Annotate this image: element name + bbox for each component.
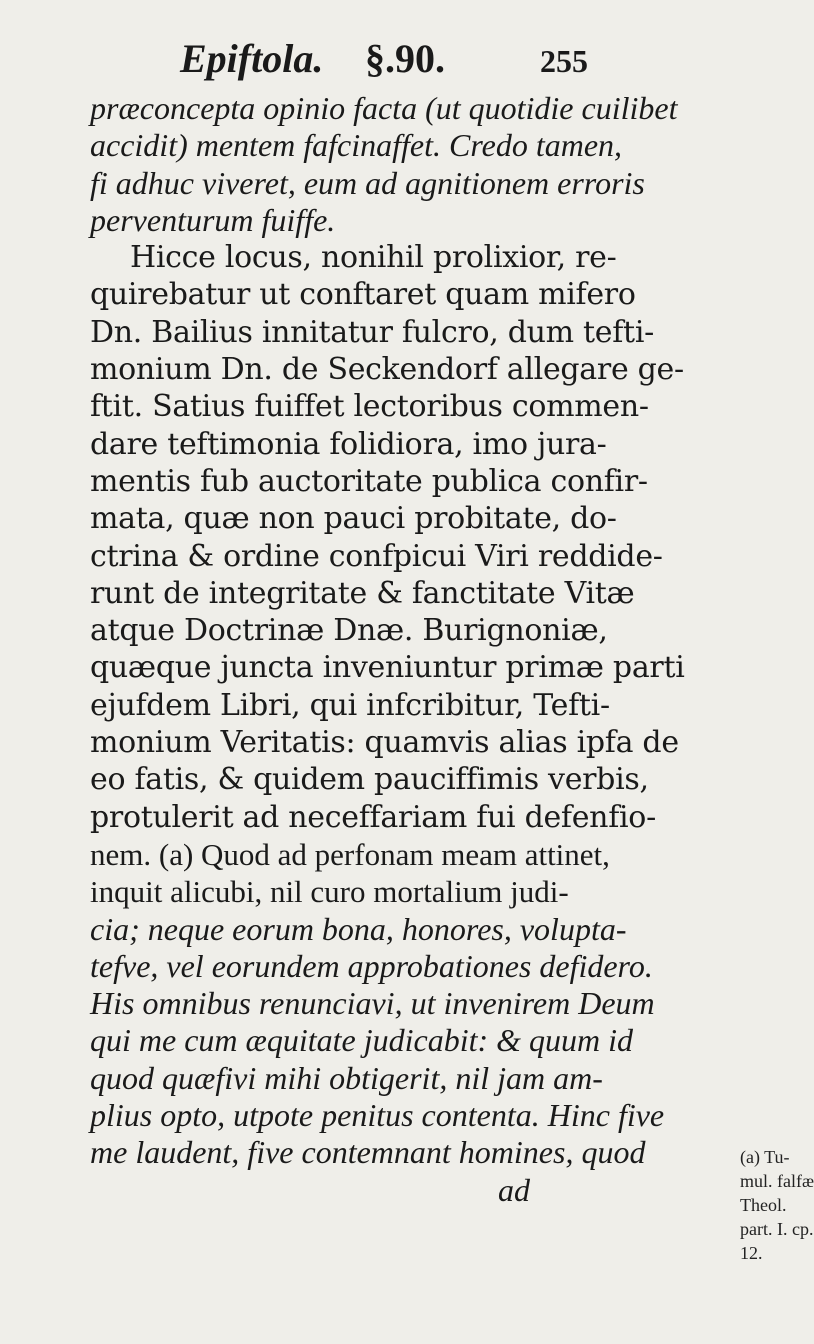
text-line: mata, quæ non pauci probitate, do-: [90, 501, 617, 537]
marginal-line: 12.: [740, 1243, 763, 1263]
text-line: me laudent, five contemnant homines, quod: [90, 1134, 646, 1171]
text-line: inquit alicubi, nil curo mortalium judi-: [90, 874, 569, 910]
text-line: quod quæfivi mihi obtigerit, nil jam am-: [90, 1059, 603, 1096]
text-line: cia; neque eorum bona, honores, volupta-: [90, 910, 627, 947]
text-line: ejufdem Libri, qui infcribitur, Tefti-: [90, 687, 610, 723]
running-header: [180, 34, 620, 84]
text-line: tefve, vel eorundem approbationes defidero.: [90, 947, 653, 984]
text-line: dare teftimonia folidiora, imo jura-: [90, 426, 607, 462]
marginal-line: mul. falfæ: [740, 1171, 814, 1191]
text-line: ctrina & ordine confpicui Viri reddide-: [90, 538, 663, 574]
text-line: runt de integritate & fanctitate Vitæ: [90, 575, 635, 611]
text-line: protulerit ad neceffariam fui defenfio-: [90, 799, 656, 835]
text-line: quæque juncta inveniuntur primæ parti: [90, 650, 685, 686]
catchword: ad: [498, 1171, 530, 1208]
text-line: ftit. Satius fuiffet lectoribus commen-: [90, 389, 649, 425]
text-line: His omnibus renunciavi, ut invenirem Deum: [90, 985, 655, 1022]
marginal-line: Theol.: [740, 1195, 787, 1215]
header-section: §.90.: [365, 36, 445, 81]
text-line: atque Doctrinæ Dnæ. Burignoniæ,: [90, 613, 608, 649]
text-line: plius opto, utpote penitus contenta. Hinc five: [90, 1097, 665, 1134]
text-line: monium Dn. de Seckendorf allegare ge-: [90, 352, 684, 388]
text-line: accidit) mentem fafcinaffet. Credo tamen,: [90, 127, 623, 164]
marginal-line: (a) Tu-: [740, 1147, 790, 1167]
text-line: Hicce locus, nonihil prolixior, re-: [130, 240, 617, 276]
main-text: [90, 90, 730, 1209]
marginal-line: part. I. cp.: [740, 1219, 814, 1239]
marginal-note: [740, 1145, 814, 1265]
page-number: 255: [540, 43, 588, 79]
text-line: nem. (a) Quod ad perfonam meam attinet,: [90, 836, 610, 872]
text-line: Dn. Bailius innitatur fulcro, dum tefti-: [90, 314, 654, 350]
header-title: Epiftola.: [180, 36, 324, 81]
text-line: monium Veritatis: quamvis alias ipfa de: [90, 725, 679, 761]
text-line: perventurum fuiffe.: [90, 201, 336, 238]
text-line: præconcepta opinio facta (ut quotidie cuilibet: [90, 90, 678, 126]
text-line: fi adhuc viveret, eum ad agnitionem erroris: [90, 164, 645, 201]
text-line: mentis fub auctoritate publica confir-: [90, 463, 648, 499]
text-line: qui me cum æquitate judicabit: & quum id: [90, 1022, 634, 1059]
text-line: quirebatur ut conftaret quam mifero: [90, 277, 636, 313]
text-line: eo fatis, & quidem pauciffimis verbis,: [90, 762, 649, 798]
